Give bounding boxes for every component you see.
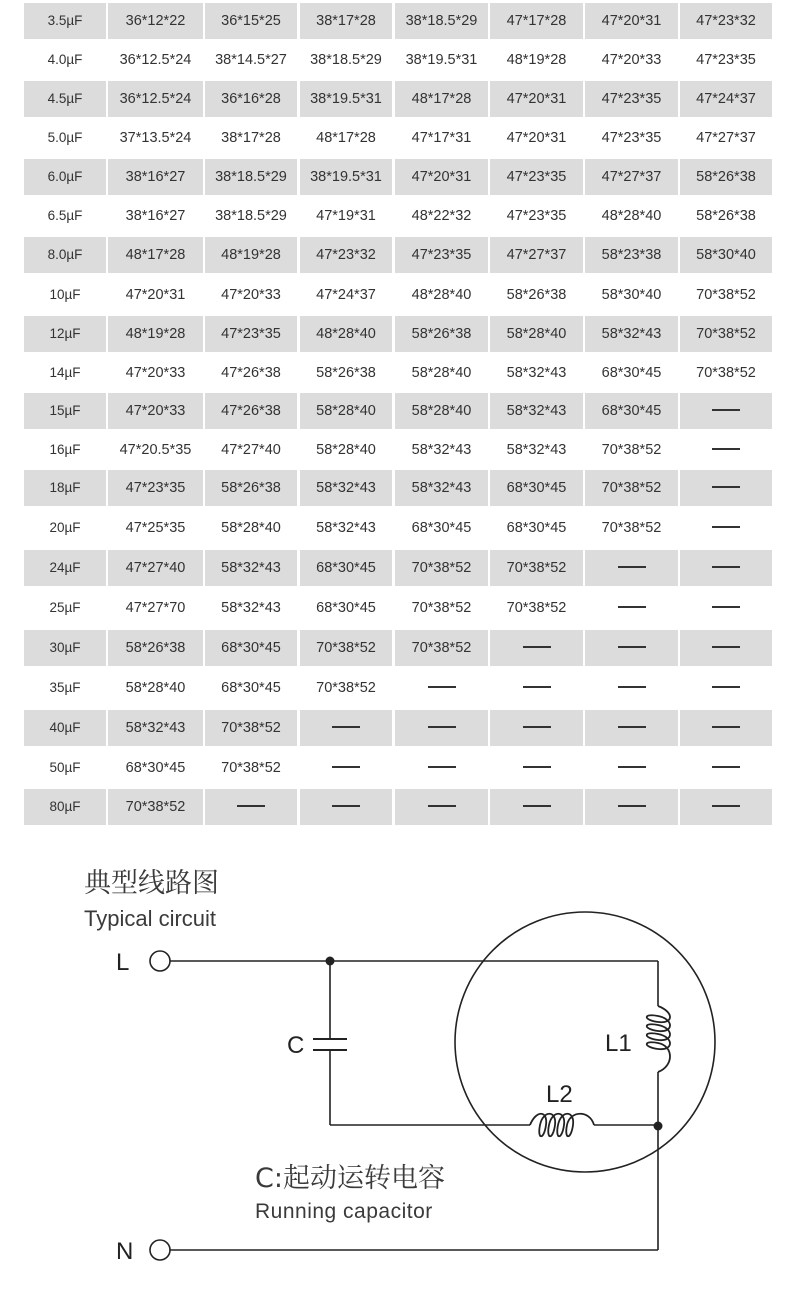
table-row — [0, 198, 790, 234]
dimension-cell: 58*32*43 — [490, 393, 583, 429]
dimension-cell: 47*24*37 — [316, 287, 376, 303]
table-row — [0, 470, 790, 506]
table-row — [0, 42, 790, 78]
table-row — [0, 670, 790, 706]
empty-dash-cell — [395, 750, 488, 786]
dimension-cell: 68*30*45 — [490, 470, 583, 506]
dash-icon — [523, 646, 551, 648]
empty-dash-cell — [680, 510, 772, 546]
dimension-cell: 58*26*38 — [316, 365, 376, 381]
dimension-cell: 47*23*35 — [585, 81, 678, 117]
dash-icon — [712, 526, 740, 528]
dash-icon — [618, 646, 646, 648]
capacitor-label: C — [287, 1032, 305, 1059]
dimension-cell: 47*27*40 — [221, 442, 281, 458]
table-row — [0, 237, 790, 273]
dimension-cell: 36*12.5*24 — [108, 81, 203, 117]
dimension-cell: 47*23*32 — [680, 3, 772, 39]
empty-dash-cell — [680, 550, 772, 586]
dimension-cell: 47*20*31 — [585, 3, 678, 39]
dimension-cell: 58*28*40 — [490, 316, 583, 352]
caption-en: Running capacitor — [255, 1200, 433, 1223]
empty-dash-cell — [395, 670, 488, 706]
dimension-cell: 47*20*33 — [125, 365, 186, 381]
typical-circuit-diagram — [0, 840, 790, 1293]
dimension-cell: 58*26*38 — [395, 316, 488, 352]
dimension-cell: 38*18.5*29 — [310, 52, 382, 68]
table-row — [0, 630, 790, 666]
dimension-cell: 58*23*38 — [585, 237, 678, 273]
dimension-cell: 58*32*43 — [108, 710, 203, 746]
table-row — [0, 550, 790, 586]
table-row — [0, 750, 790, 786]
empty-dash-cell — [490, 710, 583, 746]
caption-cn: C:起动运转电容 — [255, 1163, 445, 1194]
empty-dash-cell — [490, 670, 583, 706]
dimension-cell: 58*32*43 — [221, 600, 281, 616]
dimension-cell: 70*38*52 — [601, 442, 662, 458]
circuit-title-cn: 典型线路图 — [84, 868, 219, 899]
dimension-cell: 68*30*45 — [125, 760, 186, 776]
dash-icon — [712, 646, 740, 648]
dimension-cell: 38*18.5*29 — [395, 3, 488, 39]
empty-dash-cell — [680, 750, 772, 786]
dimension-cell: 58*30*40 — [680, 237, 772, 273]
capacitance-cell: 20µF — [49, 520, 81, 535]
capacitance-cell: 4.0µF — [47, 52, 83, 67]
dimension-cell: 68*30*45 — [300, 550, 392, 586]
dimension-cell: 47*19*31 — [316, 208, 376, 224]
empty-dash-cell — [680, 630, 772, 666]
dimension-cell: 58*32*43 — [506, 442, 567, 458]
dash-icon — [332, 766, 360, 768]
dash-icon — [428, 726, 456, 728]
dimension-cell: 68*30*45 — [601, 365, 662, 381]
dimension-cell: 48*19*28 — [205, 237, 297, 273]
dash-icon — [712, 805, 740, 807]
dimension-cell: 58*26*38 — [696, 208, 756, 224]
dimension-cell: 58*28*40 — [221, 520, 281, 536]
dash-icon — [523, 805, 551, 807]
dimension-cell: 58*28*40 — [125, 680, 186, 696]
capacitance-cell: 50µF — [49, 760, 81, 775]
dimension-cell: 68*30*45 — [221, 680, 281, 696]
dimension-cell: 47*27*37 — [490, 237, 583, 273]
dimension-cell: 68*30*45 — [316, 600, 376, 616]
dimension-cell: 58*28*40 — [411, 365, 472, 381]
terminal-n-label: N — [116, 1238, 134, 1265]
table-row — [0, 789, 790, 825]
dimension-cell: 58*28*40 — [316, 442, 376, 458]
capacitance-cell: 5.0µF — [47, 130, 83, 145]
capacitance-cell: 18µF — [24, 470, 106, 506]
dimension-cell: 47*20*31 — [490, 81, 583, 117]
empty-dash-cell — [680, 710, 772, 746]
dimension-cell: 58*32*43 — [411, 442, 472, 458]
coil-l1-label: L1 — [605, 1030, 632, 1057]
dimension-cell: 68*30*45 — [411, 520, 472, 536]
empty-dash-cell — [680, 670, 772, 706]
table-row — [0, 355, 790, 391]
dimension-cell: 70*38*52 — [395, 550, 488, 586]
dimension-cell: 70*38*52 — [411, 600, 472, 616]
dash-icon — [618, 726, 646, 728]
capacitance-cell: 6.0µF — [24, 159, 106, 195]
table-row — [0, 590, 790, 626]
dimension-cell: 47*20*31 — [395, 159, 488, 195]
motor-circle — [455, 912, 715, 1172]
empty-dash-cell — [490, 630, 583, 666]
dimension-cell: 70*38*52 — [108, 789, 203, 825]
dimension-cell: 58*28*40 — [395, 393, 488, 429]
dimension-cell: 70*38*52 — [300, 630, 392, 666]
empty-dash-cell — [490, 750, 583, 786]
dimension-cell: 38*17*28 — [221, 130, 281, 146]
dash-icon — [523, 726, 551, 728]
dimension-cell: 47*27*37 — [696, 130, 756, 146]
table-row — [0, 393, 790, 429]
dimension-cell: 47*27*40 — [108, 550, 203, 586]
dash-icon — [428, 686, 456, 688]
dimension-cell: 70*38*52 — [395, 630, 488, 666]
dimension-cell: 70*38*52 — [316, 680, 376, 696]
dash-icon — [712, 766, 740, 768]
dimension-cell: 38*18.5*29 — [205, 159, 297, 195]
capacitance-cell: 16µF — [49, 442, 81, 457]
dimension-cell: 48*28*40 — [411, 287, 472, 303]
dimension-cell: 47*20*33 — [601, 52, 662, 68]
capacitance-cell: 80µF — [24, 789, 106, 825]
capacitance-cell: 35µF — [49, 680, 81, 695]
dimension-cell: 47*26*38 — [205, 393, 297, 429]
dimension-cell: 38*18.5*29 — [215, 208, 287, 224]
empty-dash-cell — [680, 432, 772, 468]
dimension-cell: 38*19.5*31 — [300, 159, 392, 195]
dimension-cell: 48*19*28 — [108, 316, 203, 352]
empty-dash-cell — [585, 630, 678, 666]
dimension-cell: 47*26*38 — [221, 365, 281, 381]
dimension-cell: 47*23*35 — [490, 159, 583, 195]
dimension-cell: 70*38*52 — [601, 520, 662, 536]
dimension-cell: 47*23*35 — [205, 316, 297, 352]
dimension-cell: 58*32*43 — [506, 365, 567, 381]
dimension-cell: 70*38*52 — [506, 600, 567, 616]
dimension-cell: 38*19.5*31 — [300, 81, 392, 117]
terminal-l-label: L — [116, 949, 130, 976]
dash-icon — [332, 805, 360, 807]
dimension-cell: 48*22*32 — [411, 208, 472, 224]
capacitance-cell: 12µF — [24, 316, 106, 352]
dash-icon — [428, 805, 456, 807]
table-row — [0, 432, 790, 468]
dimension-cell: 47*17*28 — [490, 3, 583, 39]
dimension-cell: 68*30*45 — [585, 393, 678, 429]
dimension-cell: 58*32*43 — [316, 520, 376, 536]
capacitance-cell: 30µF — [24, 630, 106, 666]
dimension-cell: 48*17*28 — [395, 81, 488, 117]
empty-dash-cell — [680, 789, 772, 825]
table-row — [0, 277, 790, 313]
dimension-cell: 48*17*28 — [108, 237, 203, 273]
capacitance-cell: 40µF — [24, 710, 106, 746]
dimension-cell: 58*26*38 — [506, 287, 567, 303]
dimension-cell: 58*26*38 — [205, 470, 297, 506]
dimension-cell: 47*27*70 — [125, 600, 186, 616]
dimension-cell: 47*23*35 — [108, 470, 203, 506]
capacitance-cell: 6.5µF — [47, 208, 83, 223]
table-row — [0, 510, 790, 546]
table-row — [0, 159, 790, 195]
dimension-cell: 47*23*32 — [300, 237, 392, 273]
empty-dash-cell — [680, 470, 772, 506]
dimension-cell: 58*32*43 — [205, 550, 297, 586]
dimension-cell: 38*14.5*27 — [215, 52, 287, 68]
empty-dash-cell — [205, 789, 297, 825]
dimension-cell: 58*26*38 — [108, 630, 203, 666]
dash-icon — [618, 766, 646, 768]
dimension-cell: 38*19.5*31 — [405, 52, 478, 68]
dash-icon — [712, 726, 740, 728]
dash-icon — [618, 805, 646, 807]
dash-icon — [712, 606, 740, 608]
coil-l2-label: L2 — [546, 1081, 573, 1108]
dimension-cell: 58*28*40 — [300, 393, 392, 429]
empty-dash-cell — [680, 393, 772, 429]
dimension-cell: 68*30*45 — [205, 630, 297, 666]
empty-dash-cell — [300, 789, 392, 825]
dash-icon — [712, 566, 740, 568]
dimension-cell: 58*26*38 — [680, 159, 772, 195]
empty-dash-cell — [395, 789, 488, 825]
empty-dash-cell — [395, 710, 488, 746]
dimension-cell: 47*20*31 — [506, 130, 567, 146]
capacitance-cell: 25µF — [49, 600, 81, 615]
dash-icon — [618, 606, 646, 608]
dimension-cell: 47*24*37 — [680, 81, 772, 117]
dimension-cell: 47*20*33 — [221, 287, 281, 303]
table-row — [0, 316, 790, 352]
capacitance-cell: 3.5µF — [24, 3, 106, 39]
dimension-cell: 70*38*52 — [205, 710, 297, 746]
capacitance-cell: 24µF — [24, 550, 106, 586]
dash-icon — [523, 766, 551, 768]
dimension-cell: 48*28*40 — [601, 208, 662, 224]
table-row — [0, 81, 790, 117]
dimension-cell: 48*17*28 — [316, 130, 376, 146]
dash-icon — [712, 409, 740, 411]
dimension-cell: 70*38*52 — [680, 316, 772, 352]
dimension-cell: 38*17*28 — [300, 3, 392, 39]
dash-icon — [428, 766, 456, 768]
dash-icon — [712, 448, 740, 450]
dimension-cell: 36*16*28 — [205, 81, 297, 117]
junction-bottom — [654, 1122, 663, 1131]
empty-dash-cell — [585, 550, 678, 586]
dimension-cell: 58*32*43 — [585, 316, 678, 352]
dash-icon — [332, 726, 360, 728]
capacitance-cell: 14µF — [49, 365, 81, 380]
circuit-title-en: Typical circuit — [84, 906, 217, 931]
capacitance-cell: 4.5µF — [24, 81, 106, 117]
dimension-cell: 47*25*35 — [125, 520, 186, 536]
coil-l1 — [647, 1006, 670, 1072]
dimension-cell: 48*28*40 — [300, 316, 392, 352]
empty-dash-cell — [490, 789, 583, 825]
dimension-cell: 70*38*52 — [696, 287, 756, 303]
dimension-cell: 70*38*52 — [221, 760, 281, 776]
dimension-cell: 47*20*33 — [108, 393, 203, 429]
table-row — [0, 120, 790, 156]
dimension-cell: 58*32*43 — [395, 470, 488, 506]
dimension-cell: 48*19*28 — [506, 52, 567, 68]
dimension-cell: 37*13.5*24 — [119, 130, 192, 146]
terminal-l — [150, 951, 170, 971]
dimension-cell: 47*23*35 — [506, 208, 567, 224]
dimension-cell: 38*16*27 — [108, 159, 203, 195]
dimension-cell: 47*20*31 — [125, 287, 186, 303]
dimension-cell: 68*30*45 — [506, 520, 567, 536]
dimension-cell: 36*12*22 — [108, 3, 203, 39]
dimension-cell: 47*20.5*35 — [119, 442, 192, 458]
dimension-cell: 47*23*35 — [601, 130, 662, 146]
dimension-cell: 70*38*52 — [585, 470, 678, 506]
dimension-cell: 47*17*31 — [411, 130, 472, 146]
dash-icon — [712, 486, 740, 488]
empty-dash-cell — [585, 670, 678, 706]
dimension-cell: 47*23*35 — [395, 237, 488, 273]
dimension-cell: 47*27*37 — [585, 159, 678, 195]
capacitance-cell: 10µF — [49, 287, 81, 302]
empty-dash-cell — [300, 710, 392, 746]
dimension-cell: 36*15*25 — [205, 3, 297, 39]
empty-dash-cell — [585, 789, 678, 825]
empty-dash-cell — [585, 750, 678, 786]
empty-dash-cell — [585, 590, 678, 626]
dimension-cell: 38*16*27 — [125, 208, 186, 224]
capacitance-cell: 8.0µF — [24, 237, 106, 273]
dash-icon — [618, 566, 646, 568]
dash-icon — [618, 686, 646, 688]
dimension-cell: 58*30*40 — [601, 287, 662, 303]
table-row — [0, 3, 790, 39]
dimension-cell: 36*12.5*24 — [119, 52, 192, 68]
dimension-cell: 47*23*35 — [696, 52, 756, 68]
empty-dash-cell — [300, 750, 392, 786]
coil-l2 — [530, 1114, 594, 1137]
empty-dash-cell — [585, 710, 678, 746]
empty-dash-cell — [680, 590, 772, 626]
terminal-n — [150, 1240, 170, 1260]
dash-icon — [523, 686, 551, 688]
dimension-cell: 70*38*52 — [696, 365, 756, 381]
dimension-cell: 70*38*52 — [490, 550, 583, 586]
capacitance-cell: 15µF — [24, 393, 106, 429]
table-row — [0, 710, 790, 746]
dash-icon — [237, 805, 265, 807]
dimension-cell: 58*32*43 — [300, 470, 392, 506]
dash-icon — [712, 686, 740, 688]
